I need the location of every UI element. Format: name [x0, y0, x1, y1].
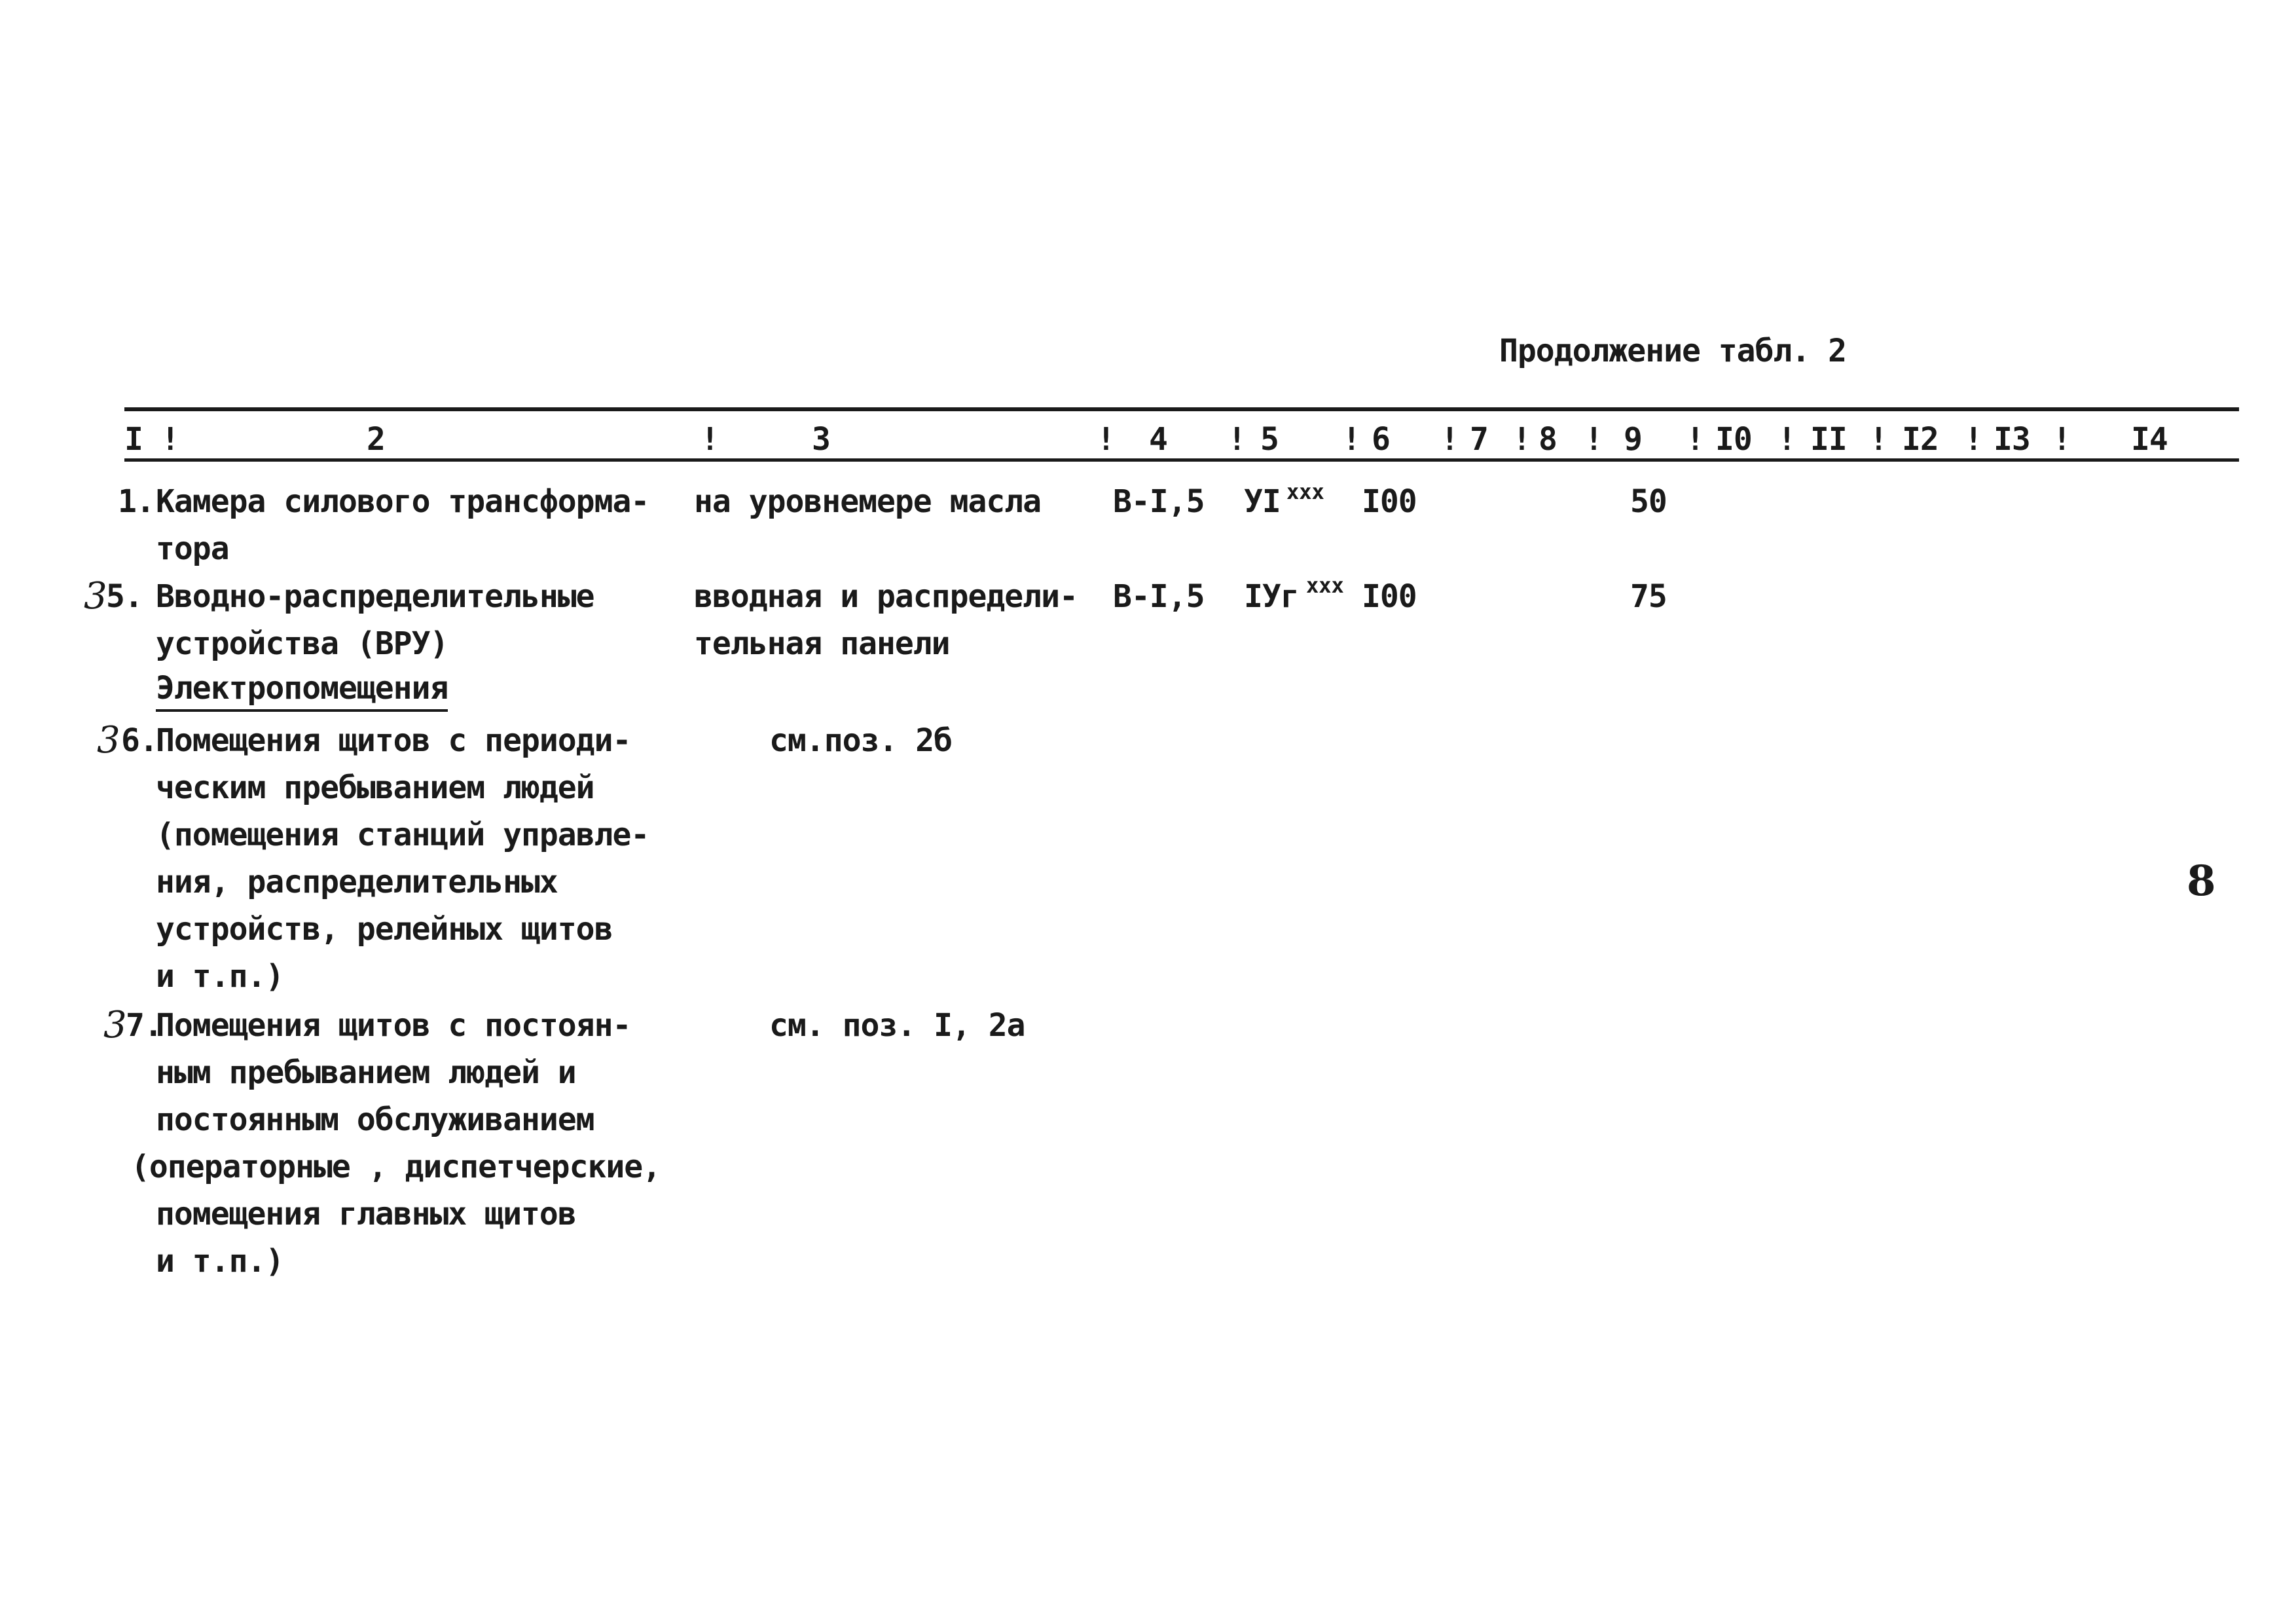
row-name-line: ным пребыванием людей и	[156, 1054, 576, 1091]
row-name-line: Камера силового трансформа-	[156, 483, 649, 520]
row-name-line: Помещения щитов с постоян-	[156, 1007, 631, 1044]
row-name-line: устройства (ВРУ)	[156, 625, 448, 662]
row-col9: 50	[1630, 483, 1667, 520]
row-name-line: (помещения станций управле-	[156, 817, 649, 853]
col-header-13: I3	[1994, 421, 2030, 458]
row-position: 7.	[126, 1007, 162, 1044]
col-header-8: 8	[1539, 421, 1557, 458]
col-header-1: I !	[124, 421, 179, 458]
row-col3-line: вводная и распредели-	[694, 578, 1078, 615]
col-header-3: 3	[812, 421, 830, 458]
col-header-sep-4: !	[1228, 421, 1246, 458]
col-header-2: 2	[367, 421, 385, 458]
row-name-line: постоянным обслуживанием	[156, 1101, 594, 1138]
row-col3-line: тельная панели	[694, 625, 950, 662]
col-header-sep-2: !	[701, 421, 719, 458]
header-bottom-rule	[124, 458, 2239, 462]
margin-page-mark: 8	[2187, 857, 2216, 906]
col-header-6: 6	[1372, 421, 1390, 458]
col-header-5: 5	[1260, 421, 1279, 458]
header-top-rule	[124, 407, 2239, 411]
row-col3: см.поз. 2б	[769, 722, 952, 759]
row-position-handwritten: 3	[97, 719, 120, 762]
row-name-line: и т.п.)	[156, 958, 284, 995]
col-header-sep-7: !	[1512, 421, 1531, 458]
row-name-line: ческим пребыванием людей	[156, 769, 594, 806]
row-name-line: Вводно-распределительные	[156, 578, 594, 615]
col-header-10: I0	[1715, 421, 1752, 458]
col-header-11: II	[1810, 421, 1847, 458]
col-header-sep-10: !	[1777, 421, 1796, 458]
row-col4: В-I,5	[1113, 483, 1205, 520]
row-col6: I00	[1362, 578, 1417, 615]
row-name-line: Помещения щитов с периоди-	[156, 722, 631, 759]
row-position: 1.	[118, 483, 155, 520]
col-header-sep-9: !	[1686, 421, 1704, 458]
row-name-line: тора	[156, 530, 229, 567]
col-header-sep-13: !	[2052, 421, 2071, 458]
row-name-line: ния, распределительных	[156, 864, 558, 900]
col-header-sep-6: !	[1440, 421, 1459, 458]
row-col5-superscript: xxx	[1286, 479, 1324, 504]
row-col5-superscript: xxx	[1306, 573, 1344, 598]
section-heading: Электропомещения	[156, 667, 448, 712]
row-name-line: помещения главных щитов	[156, 1196, 576, 1232]
col-header-4: 4	[1149, 421, 1167, 458]
row-col5: УI	[1244, 483, 1281, 520]
row-position: 6.	[121, 722, 158, 759]
col-header-sep-8: !	[1584, 421, 1603, 458]
row-col9: 75	[1630, 578, 1667, 615]
col-header-sep-12: !	[1964, 421, 1982, 458]
row-position: 5.	[106, 578, 143, 615]
row-col3: см. поз. I, 2а	[769, 1007, 1025, 1044]
col-header-9: 9	[1624, 421, 1642, 458]
row-col3: на уровнемере масла	[694, 483, 1042, 520]
col-header-12: I2	[1902, 421, 1939, 458]
row-col5: IУг	[1244, 578, 1299, 615]
table-continuation-caption: Продолжение табл. 2	[1499, 333, 1847, 369]
row-col4: В-I,5	[1113, 578, 1205, 615]
row-col6: I00	[1362, 483, 1417, 520]
row-position-handwritten: 3	[103, 1004, 127, 1046]
col-header-14: I4	[2131, 421, 2168, 458]
col-header-7: 7	[1470, 421, 1488, 458]
col-header-sep-3: !	[1097, 421, 1115, 458]
row-name-line: (операторные , диспетчерские,	[131, 1149, 661, 1185]
row-position-handwritten: 3	[84, 575, 107, 618]
row-name-line: и т.п.)	[156, 1243, 284, 1280]
col-header-sep-11: !	[1869, 421, 1887, 458]
col-header-sep-5: !	[1342, 421, 1360, 458]
row-name-line: устройств, релейных щитов	[156, 911, 613, 948]
